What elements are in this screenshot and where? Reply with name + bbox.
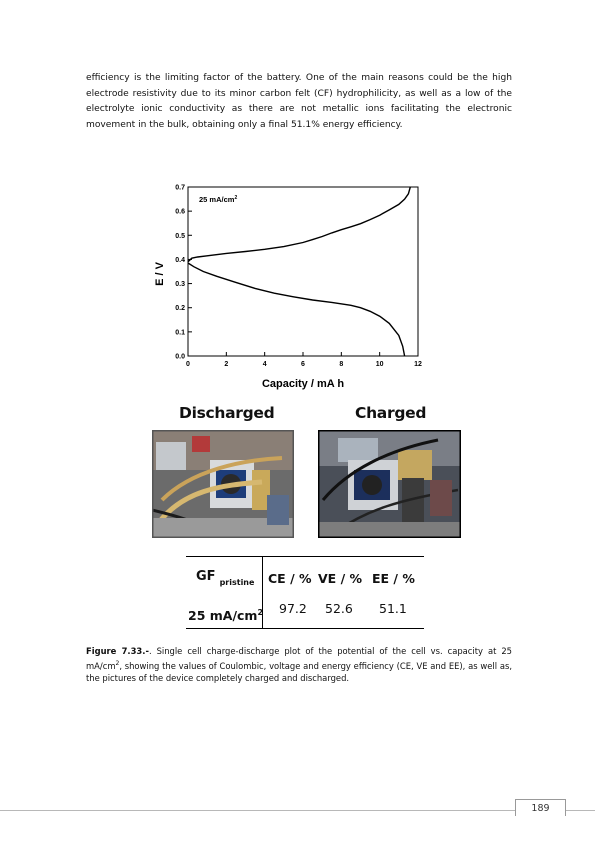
x-axis-label: Capacity / mA h — [261, 378, 345, 390]
caption-label: Figure 7.33.- — [86, 646, 149, 656]
efficiency-table — [186, 556, 424, 629]
value-ce: 97.2 — [279, 601, 307, 616]
y-tick-label: 0.1 — [175, 329, 185, 337]
header-ve: VE / % — [318, 571, 363, 586]
rate-annotation: 25 $mA/cm^2$ — [199, 195, 238, 204]
x-tick-label: 6 — [301, 361, 305, 368]
discharged-device-photo — [152, 430, 294, 538]
charged-device-photo — [318, 430, 461, 538]
x-tick-label: 0 — [186, 361, 190, 368]
charge-discharge-chart — [150, 178, 440, 402]
row-label-current: 25 $mA/cm^2$ — [188, 608, 264, 624]
x-tick-label: 12 — [414, 361, 422, 368]
value-ee: 51.1 — [379, 601, 407, 616]
page-number: 189 — [515, 799, 566, 816]
charged-title: Charged — [355, 404, 427, 422]
y-tick-label: 0.7 — [175, 184, 185, 192]
x-tick-label: 2 — [224, 361, 229, 368]
y-tick-label: 0.2 — [175, 305, 185, 313]
y-tick-label: 0.4 — [175, 256, 185, 264]
figure-caption: Figure 7.33.-. Single cell charge-discharge plot of the potential of the cell vs. capacity at 25 $mA/cm^2$, showing the values of Coulombic, voltage and energy efficiency (CE, VE and EE), as well as, the pictures of the device completely charged and discharged. — [86, 646, 512, 683]
header-ee: EE / % — [372, 571, 415, 586]
y-tick-label: 0.6 — [175, 208, 185, 216]
discharged-title: Discharged — [179, 404, 275, 422]
x-tick-label: 10 — [375, 361, 384, 368]
value-ve: 52.6 — [325, 601, 353, 616]
discharge-curve — [188, 263, 405, 356]
row-label-electrode: GF $_{pristine}$ — [196, 569, 255, 587]
y-tick-label: 0.3 — [175, 281, 185, 289]
footer-rule — [0, 810, 595, 811]
y-tick-label: 0.0 — [175, 353, 185, 361]
x-tick-label: 8 — [339, 361, 344, 368]
header-ce: CE / % — [268, 571, 312, 586]
y-tick-label: 0.5 — [175, 232, 185, 240]
x-tick-label: 4 — [262, 361, 267, 368]
y-axis-label: E / V — [154, 262, 166, 286]
body-paragraph: efficiency is the limiting factor of the battery. One of the main reasons could be the high electrode resistivity due to its minor carbon felt (CF) hydrophilicity, as well as a low of the electrolyte ionic conductivity as there are not metallic ions facilitating the electronic movement in the bulk, obtaining only a final 51.1% energy efficiency. — [86, 73, 512, 130]
